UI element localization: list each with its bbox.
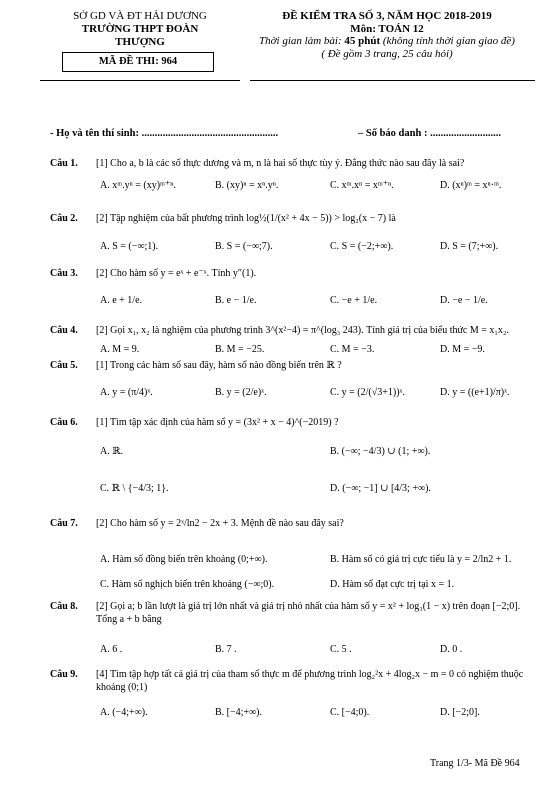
exam-pages-note: ( Đề gồm 3 trang, 25 câu hỏi) (321, 47, 453, 60)
answer-option-c[interactable]: C. [−4;0). (330, 707, 370, 718)
header-right (232, 10, 542, 60)
question-number: Câu 1. (50, 158, 78, 169)
question-number: Câu 8. (50, 601, 78, 612)
header-divider-left (40, 80, 240, 81)
answer-option-c[interactable]: C. M = −3. (330, 344, 375, 355)
answer-option-c[interactable]: C. y = (2/(√3+1))ˣ. (330, 387, 405, 398)
question-text: [1] Cho a, b là các số thực dương và m, n là hai số thực tùy ý. Đẳng thức nào sau đây là sai? (96, 158, 465, 169)
answer-option-b[interactable]: B. e − 1/e. (215, 295, 257, 306)
answer-option-a[interactable]: A. xᵐ.yⁿ = (xy)ᵐ⁺ⁿ. (100, 180, 176, 191)
answer-option-a[interactable]: A. 6 . (100, 644, 123, 655)
answer-option-d[interactable]: D. −e − 1/e. (440, 295, 488, 306)
answer-option-d[interactable]: D. 0 . (440, 644, 463, 655)
answer-option-c[interactable]: C. −e + 1/e. (330, 295, 378, 306)
question-text: [2] Cho hàm số y = 2ˣ/ln2 − 2x + 3. Mệnh đề nào sau đây sai? (96, 518, 344, 529)
question-text: [2] Gọi x₁, x₂ là nghiệm của phương trình 3^(x²−4) = π^(log₃ 243). Tính giá trị của biểu thức M = x₁x₂. (96, 325, 509, 336)
student-info (50, 128, 540, 139)
exam-code-box: MÃ ĐỀ THI: 964 (62, 52, 214, 72)
exam-subject: Môn: TOÁN 12 (350, 22, 424, 35)
answer-option-c[interactable]: C. 5 . (330, 644, 352, 655)
question-number: Câu 2. (50, 213, 78, 224)
department-name: SỞ GD VÀ ĐT HẢI DƯƠNG (73, 10, 207, 22)
question-text: [2] Tập nghiệm của bất phương trình log½(1/(x² + 4x − 5)) > log₂(x − 7) là (96, 213, 396, 224)
answer-option-b[interactable]: B. [−4;+∞). (215, 707, 263, 718)
question-text: [1] Tìm tập xác định của hàm số y = (3x² + x − 4)^(−2019) ? (96, 417, 339, 428)
answer-option-b[interactable]: B. (−∞; −4/3) ∪ (1; +∞). (330, 446, 431, 457)
answer-option-d[interactable]: D. (xⁿ)ᵐ = xⁿ·ᵐ. (440, 180, 502, 191)
question-text: [4] Tìm tập hợp tất cả giá trị của tham số thực m để phương trình log₂²x + 4log₂x − m = 0 có nghiệm thuộc khoảng (0;1) (96, 669, 524, 693)
answer-option-a[interactable]: A. S = (−∞;1). (100, 241, 159, 252)
answer-option-c[interactable]: C. xᵐ.xⁿ = xᵐ⁺ⁿ. (330, 180, 394, 191)
answer-option-d[interactable]: D. y = ((e+1)/π)ˣ. (440, 387, 510, 398)
answer-option-b[interactable]: B. S = (−∞;7). (215, 241, 273, 252)
answer-option-d[interactable]: D. M = −9. (440, 344, 485, 355)
page-footer: Trang 1/3- Mã Đề 964 (430, 758, 520, 769)
answer-option-c[interactable]: C. S = (−2;+∞). (330, 241, 394, 252)
answer-option-d[interactable]: D. (−∞; −1] ∪ [4/3; +∞). (330, 483, 431, 494)
student-name-field: - Họ và tên thí sinh: .................................................... (50, 128, 279, 139)
exam-time: Thời gian làm bài: 45 phút (không tính thời gian giao đề) (259, 35, 515, 47)
answer-option-b[interactable]: B. y = (2/e)ˣ. (215, 387, 267, 398)
header-left (40, 10, 240, 49)
question-text: [1] Trong các hàm số sau đây, hàm số nào đồng biến trên ℝ ? (96, 360, 342, 371)
student-id-field: – Số báo danh : ........................... (358, 128, 501, 139)
header-divider-right (250, 80, 535, 81)
answer-option-b[interactable]: B. (xy)ⁿ = xⁿ.yⁿ. (215, 180, 279, 191)
answer-option-b[interactable]: B. M = −25. (215, 344, 265, 355)
school-name-line1: TRƯỜNG THPT ĐOÀN (81, 23, 199, 35)
answer-option-d[interactable]: D. S = (7;+∞). (440, 241, 499, 252)
answer-option-d[interactable]: D. [−2;0]. (440, 707, 480, 718)
school-name-line2: THƯỢNG (115, 36, 165, 48)
question-number: Câu 3. (50, 268, 78, 279)
question-text: [2] Gọi a; b lần lượt là giá trị lớn nhất và giá trị nhỏ nhất của hàm số y = x² + log₃(1 − x) trên đoạn [−2;0]. Tổng a + b bằng (96, 601, 521, 625)
answer-option-a[interactable]: A. M = 9. (100, 344, 140, 355)
answer-option-a[interactable]: A. e + 1/e. (100, 295, 143, 306)
question-number: Câu 6. (50, 417, 78, 428)
answer-option-a[interactable]: A. ℝ. (100, 446, 124, 457)
answer-option-d[interactable]: D. Hàm số đạt cực trị tại x = 1. (330, 579, 455, 590)
answer-option-a[interactable]: A. Hàm số đồng biến trên khoảng (0;+∞). (100, 554, 268, 565)
answer-option-a[interactable]: A. (−4;+∞). (100, 707, 148, 718)
answer-option-b[interactable]: B. Hàm số có giá trị cực tiểu là y = 2/ln2 + 1. (330, 554, 512, 565)
answer-option-c[interactable]: C. ℝ \ {−4/3; 1}. (100, 483, 169, 494)
answer-option-a[interactable]: A. y = (π/4)ˣ. (100, 387, 153, 398)
answer-option-c[interactable]: C. Hàm số nghịch biến trên khoảng (−∞;0). (100, 579, 275, 590)
question-number: Câu 7. (50, 518, 78, 529)
question-number: Câu 5. (50, 360, 78, 371)
exam-title: ĐỀ KIỂM TRA SỐ 3, NĂM HỌC 2018-2019 (282, 10, 492, 22)
question-text: [2] Cho hàm số y = eˣ + e⁻ˣ. Tính y″(1). (96, 268, 257, 279)
question-number: Câu 4. (50, 325, 78, 336)
answer-option-b[interactable]: B. 7 . (215, 644, 237, 655)
question-number: Câu 9. (50, 669, 78, 680)
